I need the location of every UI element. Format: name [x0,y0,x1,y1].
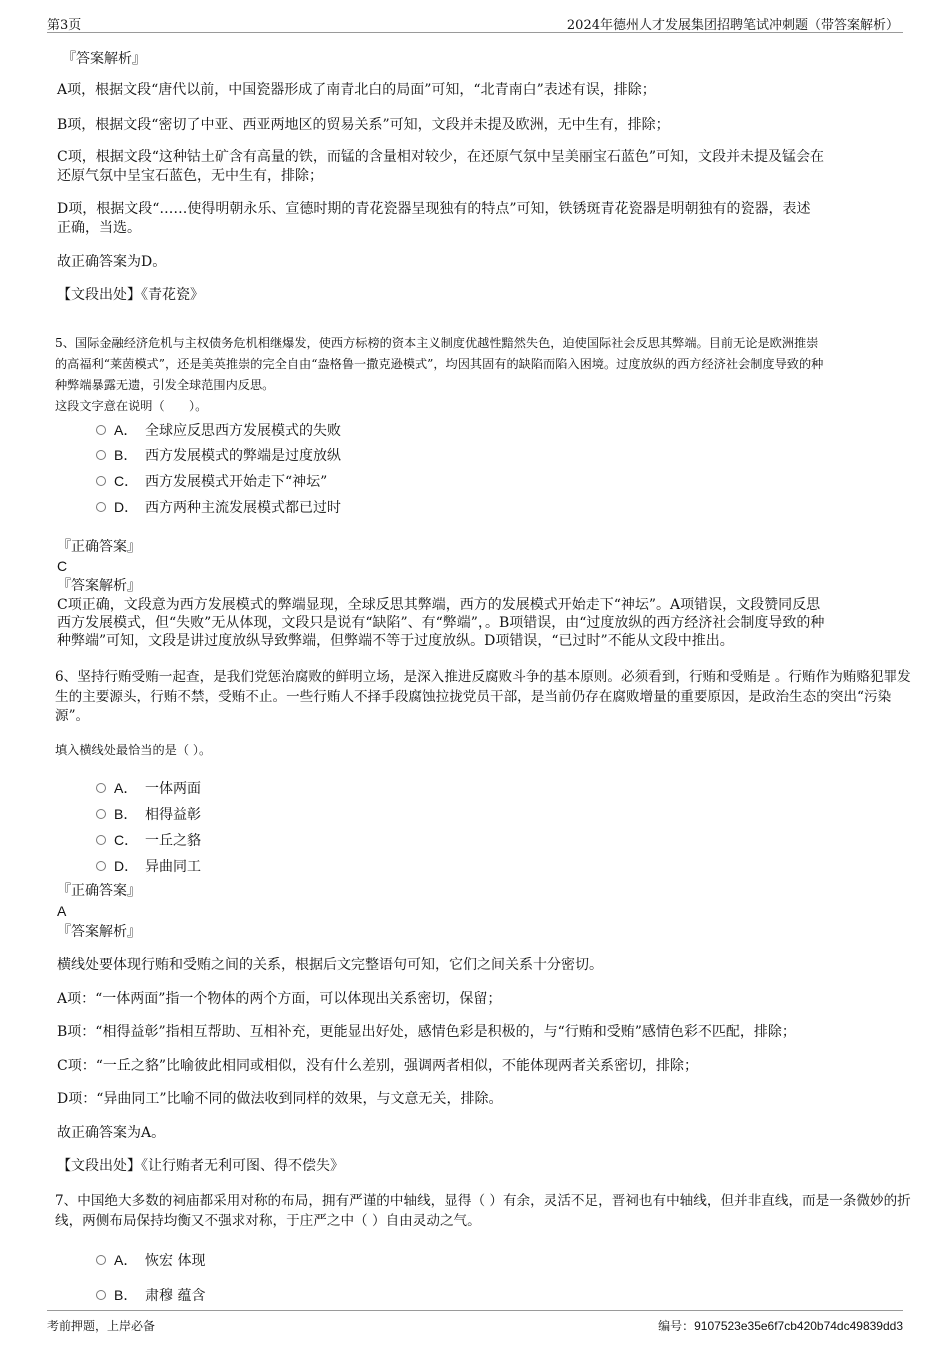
q5-stem-line3: 种弊端暴露无遗，引发全球范围内反思。 [55,378,275,392]
q6-analysis-c: C项：“一丘之貉”比喻彼此相同或相似，没有什么差别，强调两者相似，不能体现两者关系密切，排除； [57,1058,699,1074]
q6-stem-line2: 生的主要源头，行贿不禁，受贿不止。一些行贿人不择手段腐蚀拉拢党员干部，是当前仍存在腐败增量的重要原因，是政治生态的突出“污染 [55,689,892,705]
q6-stem-line1: 6、坚持行贿受贿一起查，是我们党惩治腐败的鲜明立场，是深入推进反腐败斗争的基本原则。必须看到，行贿和受贿是 。行贿作为贿赂犯罪发 [55,669,911,685]
option-text: 西方发展模式开始走下“神坛” [145,474,328,490]
radio-button[interactable] [96,1255,106,1265]
option-text: 全球应反思西方发展模式的失败 [145,423,341,439]
document-id-value: 9107523e35e6f7cb420b74dc49839dd3 [694,1319,903,1333]
q4-analysis-c-line1: C项，根据文段“这种钴土矿含有高量的铁，而锰的含量相对较少，在还原气氛中呈美丽宝石蓝色”可知，文段并未提及锰会在 [57,149,825,165]
radio-button[interactable] [96,450,106,460]
document-title: 2024年德州人才发展集团招聘笔试冲刺题（带答案解析） [566,18,899,33]
document-id-label: 编号： [658,1319,695,1333]
q6-analysis-b: B项：“相得益彰”指相互帮助、互相补充，更能显出好处，感情色彩是积极的，与“行贿和受贿”感情色彩不匹配，排除； [57,1024,796,1040]
q6-stem-line3: 源”。 [55,708,90,724]
q6-analysis-a: A项：“一体两面”指一个物体的两个方面，可以体现出关系密切，保留； [57,991,502,1007]
option-text: 恢宏 体现 [145,1253,206,1269]
q5-answer: C [57,558,68,574]
radio-button[interactable] [96,425,106,435]
q6-prompt: 填入横线处最恰当的是（ ）。 [55,743,212,757]
radio-button[interactable] [96,1290,106,1300]
q4-analysis-d-line2: 正确，当选。 [57,220,141,236]
radio-button[interactable] [96,809,106,819]
q5-prompt: 这段文字意在说明（ ）。 [55,399,208,413]
radio-button[interactable] [96,783,106,793]
option-text: 西方发展模式的弊端是过度放纵 [145,448,341,464]
q4-analysis-c-line2: 还原气氛中呈宝石蓝色，无中生有，排除； [57,168,323,184]
q6-answer: A [57,903,67,919]
document-id [658,1317,903,1334]
q4-analysis-b: B项，根据文段“密切了中亚、西亚两地区的贸易关系”可知，文段并未提及欧洲，无中生有，排除； [57,117,670,133]
option-letter: C． [114,832,139,848]
option-letter: D． [114,858,139,874]
radio-button[interactable] [96,835,106,845]
option-letter: B． [114,447,138,463]
q4-analysis-heading: 『答案解析』 [62,51,146,67]
option-letter: A． [114,422,138,438]
option-text: 一体两面 [145,781,201,797]
page-header [47,12,903,33]
footer-slogan: 考前押题，上岸必备 [47,1319,156,1333]
q4-analysis-d-line1: D项，根据文段“……使得明朝永乐、宣德时期的青花瓷器呈现独有的特点”可知，铁锈斑青花瓷器是明朝独有的瓷器，表述 [57,201,811,217]
q7-stem-line1: 7、中国绝大多数的祠庙都采用对称的布局，拥有严谨的中轴线，显得（ ）有余，灵活不足，晋祠也有中轴线，但并非直线，而是一条微妙的折 [55,1193,911,1209]
q5-stem-line2: 的高福利“莱茵模式”，还是美英推崇的完全自由“盎格鲁一撒克逊模式”，均因其固有的缺陷而陷入困境。过度放纵的西方经济社会制度导致的种 [55,357,824,371]
q6-conclusion: 故正确答案为A。 [57,1125,166,1141]
option-letter: D． [114,499,139,515]
q6-analysis-d: D项：“异曲同工”比喻不同的做法收到同样的效果，与文意无关，排除。 [57,1091,503,1107]
option-letter: A． [114,780,138,796]
option-text: 异曲同工 [145,859,201,875]
option-text: 肃穆 蕴含 [145,1288,206,1304]
q5-analysis-line3: 种弊端”可知，文段是讲过度放纵导致弊端，但弊端不等于过度放纵。D项错误，“已过时”不能从文段中推出。 [57,633,734,649]
q5-analysis-heading: 『答案解析』 [57,578,141,594]
q5-analysis-line2: 西方发展模式，但“失败”无从体现，文段只是说有“缺陷”、有“弊端”，。B项错误，由“过度放纵的西方经济社会制度导致的种 [57,615,825,631]
q4-conclusion: 故正确答案为D。 [57,254,167,270]
page-footer [47,1310,903,1335]
option-text: 西方两种主流发展模式都已过时 [145,500,341,516]
option-letter: A． [114,1252,138,1268]
q4-source: 【文段出处】《青花瓷》 [57,287,204,303]
q4-analysis-a: A项，根据文段“唐代以前，中国瓷器形成了南青北白的局面”可知，“北青南白”表述有误，排除； [57,82,656,98]
option-text: 相得益彰 [145,807,201,823]
q6-analysis-heading: 『答案解析』 [57,924,141,940]
option-letter: C． [114,473,139,489]
option-letter: B． [114,806,138,822]
radio-button[interactable] [96,502,106,512]
q6-analysis-intro: 横线处要体现行贿和受贿之间的关系，根据后文完整语句可知，它们之间关系十分密切。 [57,957,603,973]
q5-answer-heading: 『正确答案』 [57,539,141,555]
radio-button[interactable] [96,476,106,486]
q5-analysis-line1: C项正确，文段意为西方发展模式的弊端显现，全球反思其弊端，西方的发展模式开始走下“神坛”。A项错误，文段赞同反思 [57,597,821,613]
option-letter: B． [114,1287,138,1303]
q6-source: 【文段出处】《让行贿者无利可图、得不偿失》 [57,1158,344,1174]
q7-stem-line2: 线，两侧布局保持均衡又不强求对称，于庄严之中（ ）自由灵动之气。 [55,1213,481,1229]
page-number: 第3页 [47,18,82,33]
option-text: 一丘之貉 [145,833,201,849]
radio-button[interactable] [96,861,106,871]
q5-stem-line1: 5、国际金融经济危机与主权债务危机相继爆发，使西方标榜的资本主义制度优越性黯然失色，迫使国际社会反思其弊端。目前无论是欧洲推崇 [55,336,819,350]
q6-answer-heading: 『正确答案』 [57,883,141,899]
